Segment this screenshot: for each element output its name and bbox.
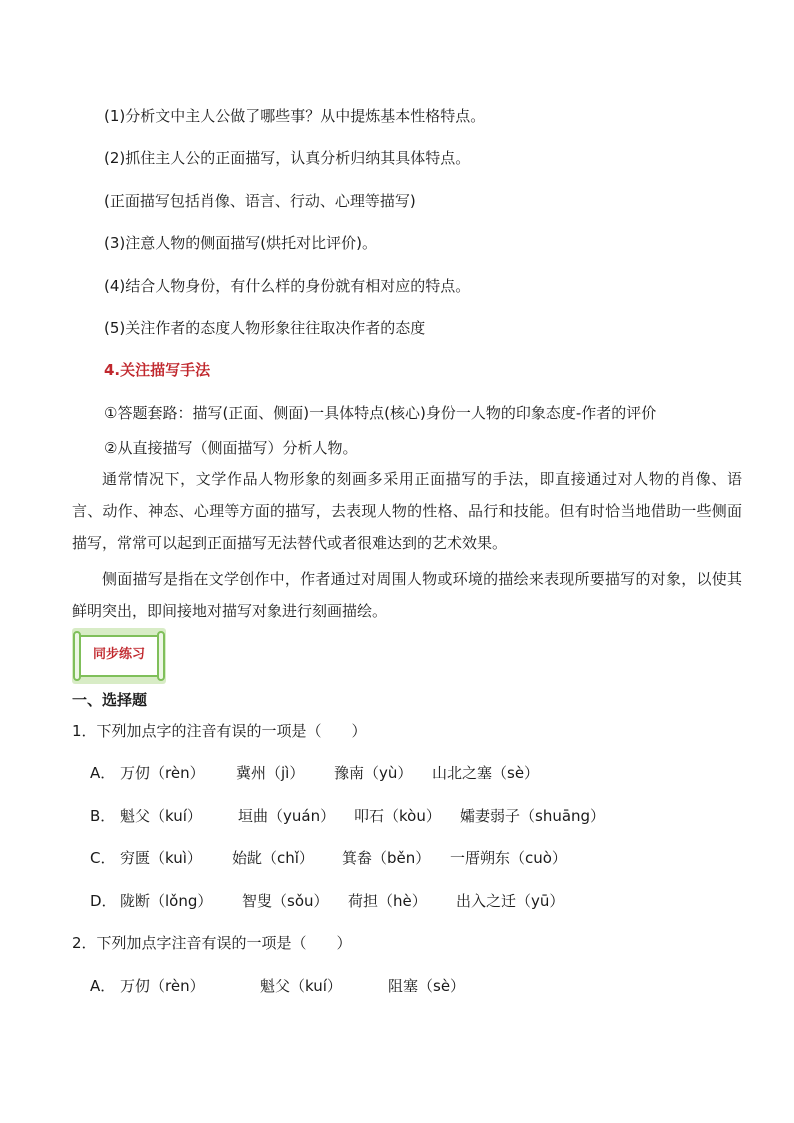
- option-label: A．: [90, 764, 116, 782]
- step-item: (正面描写包括肖像、语言、行动、心理等描写): [104, 192, 416, 210]
- option-item: 垣曲（yuán）: [238, 807, 336, 825]
- answer-tip: ②从直接描写（侧面描写）分析人物。: [104, 439, 358, 457]
- step-item: (4)结合人物身份，有什么样的身份就有相对应的特点。: [104, 277, 471, 295]
- option-item: 万仞（rèn）: [120, 977, 205, 995]
- badge-label: 同步练习: [92, 647, 145, 662]
- paragraph-side-description: 侧面描写是指在文学创作中，作者通过对周围人物或环境的描绘来表现所要描写的对象，以使其鲜明突出，即间接地对描写对象进行刻画描绘。: [72, 570, 742, 620]
- option-item: 万仞（rèn）: [120, 764, 205, 782]
- option-item: 陇断（lǒng）: [120, 892, 213, 910]
- option-row: [90, 806, 605, 826]
- option-row: [90, 848, 567, 868]
- option-item: 一厝朔东（cuò）: [450, 849, 567, 867]
- step-item: (5)关注作者的态度人物形象往往取决作者的态度: [104, 319, 426, 337]
- step-item: (2)抓住主人公的正面描写，认真分析归纳其具体特点。: [104, 149, 471, 167]
- option-item: 穷匮（kuì）: [120, 849, 202, 867]
- option-item: 始龀（chǐ）: [232, 849, 314, 867]
- option-row: [90, 891, 564, 911]
- section-title: 一、选择题: [72, 691, 148, 709]
- section-heading-description-methods: 4.关注描写手法: [104, 361, 211, 379]
- option-item: 荷担（hè）: [348, 892, 427, 910]
- option-item: 豫南（yù）: [334, 764, 413, 782]
- option-item: 阻塞（sè）: [388, 977, 466, 995]
- option-item: 魁父（kuí）: [120, 807, 202, 825]
- option-item: 山北之塞（sè）: [432, 764, 540, 782]
- step-item: (3)注意人物的侧面描写(烘托对比评价)。: [104, 234, 377, 252]
- option-item: 魁父（kuí）: [260, 977, 342, 995]
- option-item: 冀州（jì）: [236, 764, 305, 782]
- practice-badge: [72, 628, 166, 684]
- paragraph-direct-description: 通常情况下，文学作品人物形象的刻画多采用正面描写的手法，即直接通过对人物的肖像、语言、动作、神态、心理等方面的描写，去表现人物的性格、品行和技能。但有时恰当地借助一些侧面描写，常常可以起到正面描写无法替代或者很难达到的艺术效果。: [72, 470, 742, 552]
- option-label: B．: [90, 807, 116, 825]
- option-item: 出入之迁（yū）: [456, 892, 565, 910]
- option-item: 叩石（kòu）: [354, 807, 441, 825]
- question-stem: 1．下列加点字的注音有误的一项是（ ）: [72, 722, 367, 740]
- option-item: 箕畚（běn）: [342, 849, 431, 867]
- option-row: [90, 976, 465, 996]
- answer-tip: ①答题套路：描写(正面、侧面)一具体特点(核心)身份一人物的印象态度-作者的评价: [104, 404, 657, 422]
- option-row: [90, 763, 539, 783]
- option-label: C．: [90, 849, 116, 867]
- step-item: (1)分析文中主人公做了哪些事？从中提炼基本性格特点。: [104, 107, 486, 125]
- option-item: 孀妻弱子（shuāng）: [460, 807, 606, 825]
- option-item: 智叟（sǒu）: [242, 892, 329, 910]
- question-stem: 2．下列加点字注音有误的一项是（ ）: [72, 934, 352, 952]
- option-label: A．: [90, 977, 116, 995]
- option-label: D．: [90, 892, 117, 910]
